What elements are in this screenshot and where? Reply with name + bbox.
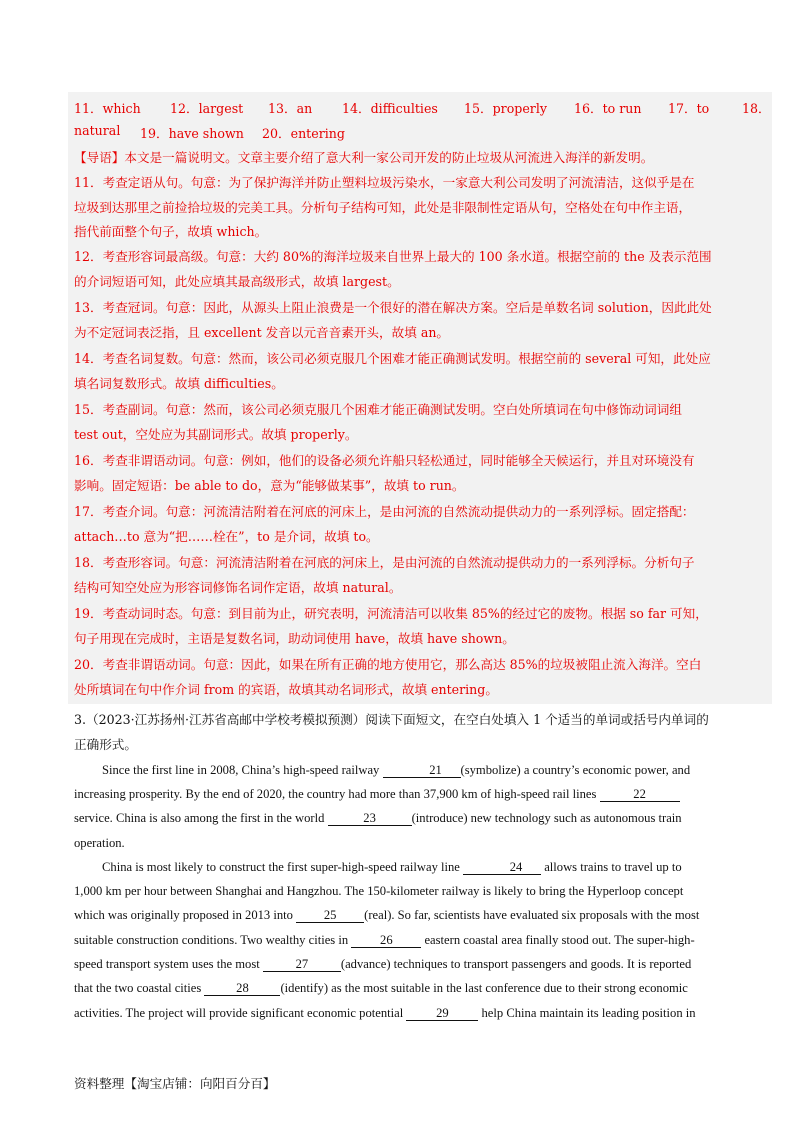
blank-28[interactable]: 28 <box>204 981 280 996</box>
explanation-line: attach…to 意为“把……栓在”，to 是介词，故填 to。 <box>74 529 379 544</box>
blank-26[interactable]: 26 <box>351 933 421 948</box>
explanation-line: 20．考查非谓语动词。句意：因此，如果在所有正确的地方使用它，那么高达 85%的垃圾被阻止流入海洋。空白 <box>74 657 702 672</box>
passage-line: which was originally proposed in 2013 into 25 (real). So far, scientists have evaluated six proposals with the most <box>74 908 700 922</box>
answer-item: 13．an <box>268 101 313 116</box>
answer-item: 20．entering <box>262 126 345 141</box>
explanation-line: 处所填词在句中作介词 from 的宾语，故填其动名词形式，故填 entering。 <box>74 682 498 697</box>
passage-line: speed transport system uses the most 27 (advance) techniques to transport passengers and goods. It is reported <box>74 957 692 971</box>
explanation-line: 垃圾到达那里之前捡拾垃圾的完美工具。分析句子结构可知，此处是非限制性定语从句，空格处在句中作主语， <box>74 200 692 215</box>
blank-23[interactable]: 23 <box>328 811 412 826</box>
answer-item: 19．have shown <box>140 126 244 141</box>
answer-item: natural <box>74 123 121 138</box>
explanation-line: 14．考查名词复数。句意：然而，该公司必须克服几个困难才能正确测试发明。根据空前的 several 可知，此处应 <box>74 351 711 366</box>
answer-item: 15．properly <box>464 101 547 116</box>
explanation-line: 句子用现在完成时，主语是复数名词，助动词使用 have，故填 have shown。 <box>74 631 515 646</box>
explanation-line: 19．考查动词时态。句意：到目前为止，研究表明，河流清洁可以收集 85%的经过它的废物。根据 so far 可知， <box>74 606 708 621</box>
passage-line: China is most likely to construct the first super-high-speed railway line 24 allows trains to travel up to <box>102 860 682 874</box>
question-header: 正确形式。 <box>74 737 137 752</box>
guide-text: 【导语】本文是一篇说明文。文章主要介绍了意大利一家公司开发的防止垃圾从河流进入海洋的新发明。 <box>74 150 654 165</box>
passage-line: increasing prosperity. By the end of 2020, the country had more than 37,900 km of high-speed rail lines 22 <box>74 785 774 803</box>
passage-line: service. China is also among the first in the world 23 (introduce) new technology such as autonomous train <box>74 811 682 825</box>
answer-item: 12．largest <box>170 101 244 116</box>
explanation-line: test out，空处应为其副词形式。故填 properly。 <box>74 427 358 442</box>
answer-item: 18． <box>742 101 771 116</box>
blank-25[interactable]: 25 <box>296 908 364 923</box>
blank-29[interactable]: 29 <box>406 1006 478 1021</box>
page-footer: 资料整理【淘宝店铺：向阳百分百】 <box>74 1076 276 1091</box>
explanation-line: 指代前面整个句子，故填 which。 <box>74 224 268 239</box>
blank-27[interactable]: 27 <box>263 957 341 972</box>
answer-item: 11．which <box>74 101 141 116</box>
explanation-line: 16．考查非谓语动词。句意：例如，他们的设备必须允许船只轻松通过，同时能够全天候运行，并且对环境没有 <box>74 453 695 468</box>
answer-item: 17．to <box>668 101 710 116</box>
explanation-line: 12．考查形容词最高级。句意：大约 80%的海洋垃圾来自世界上最大的 100 条水道。根据空前的 the 及表示范围 <box>74 249 712 264</box>
passage-line: activities. The project will provide significant economic potential 29 help China maintain its leading position in <box>74 1006 696 1020</box>
blank-21[interactable]: 21 <box>383 763 461 778</box>
explanation-line: 17．考查介词。句意：河流清洁附着在河底的河床上，是由河流的自然流动提供动力的一系列浮标。固定搭配： <box>74 504 695 519</box>
answer-item: 14．difficulties <box>342 101 438 116</box>
explanation-line: 填名词复数形式。故填 difficulties。 <box>74 376 284 391</box>
explanation-line: 影响。固定短语：be able to do，意为“能够做某事”，故填 to run。 <box>74 478 465 493</box>
question-header: 3.（2023·江苏扬州·江苏省高邮中学校考模拟预测）阅读下面短文，在空白处填入 1 个适当的单词或括号内单词的 <box>74 712 709 727</box>
explanation-line: 的介词短语可知，此处应填其最高级形式，故填 largest。 <box>74 274 400 289</box>
passage-line: Since the first line in 2008, China’s high-speed railway 21 (symbolize) a country’s economic power, and <box>102 763 691 777</box>
passage-line: operation. <box>74 836 125 850</box>
explanation-line: 13．考查冠词。句意：因此，从源头上阻止浪费是一个很好的潜在解决方案。空后是单数名词 solution，因此此处 <box>74 300 712 315</box>
explanation-line: 为不定冠词表泛指，且 excellent 发音以元音音素开头，故填 an。 <box>74 325 450 340</box>
passage-line: 1,000 km per hour between Shanghai and Hangzhou. The 150-kilometer railway is likely to bring the Hyperloop concept <box>74 884 684 898</box>
passage-line: suitable construction conditions. Two wealthy cities in 26 eastern coastal area finally stood out. The super-high- <box>74 933 695 947</box>
explanation-line: 15．考查副词。句意：然而，该公司必须克服几个困难才能正确测试发明。空白处所填词在句中修饰动词词组 <box>74 402 682 417</box>
explanation-line: 11．考查定语从句。句意：为了保护海洋并防止塑料垃圾污染水，一家意大利公司发明了河流清洁，这似乎是在 <box>74 175 695 190</box>
blank-24[interactable]: 24 <box>463 860 541 875</box>
explanation-line: 18．考查形容词。句意：河流清洁附着在河底的河床上，是由河流的自然流动提供动力的一系列浮标。分析句子 <box>74 555 695 570</box>
passage-line: that the two coastal cities 28 (identify) as the most suitable in the last conference due to their strong economic <box>74 981 688 995</box>
explanation-line: 结构可知空处应为形容词修饰名词作定语，故填 natural。 <box>74 580 402 595</box>
blank-22[interactable]: 22 <box>600 787 680 802</box>
answer-item: 16．to run <box>574 101 642 116</box>
